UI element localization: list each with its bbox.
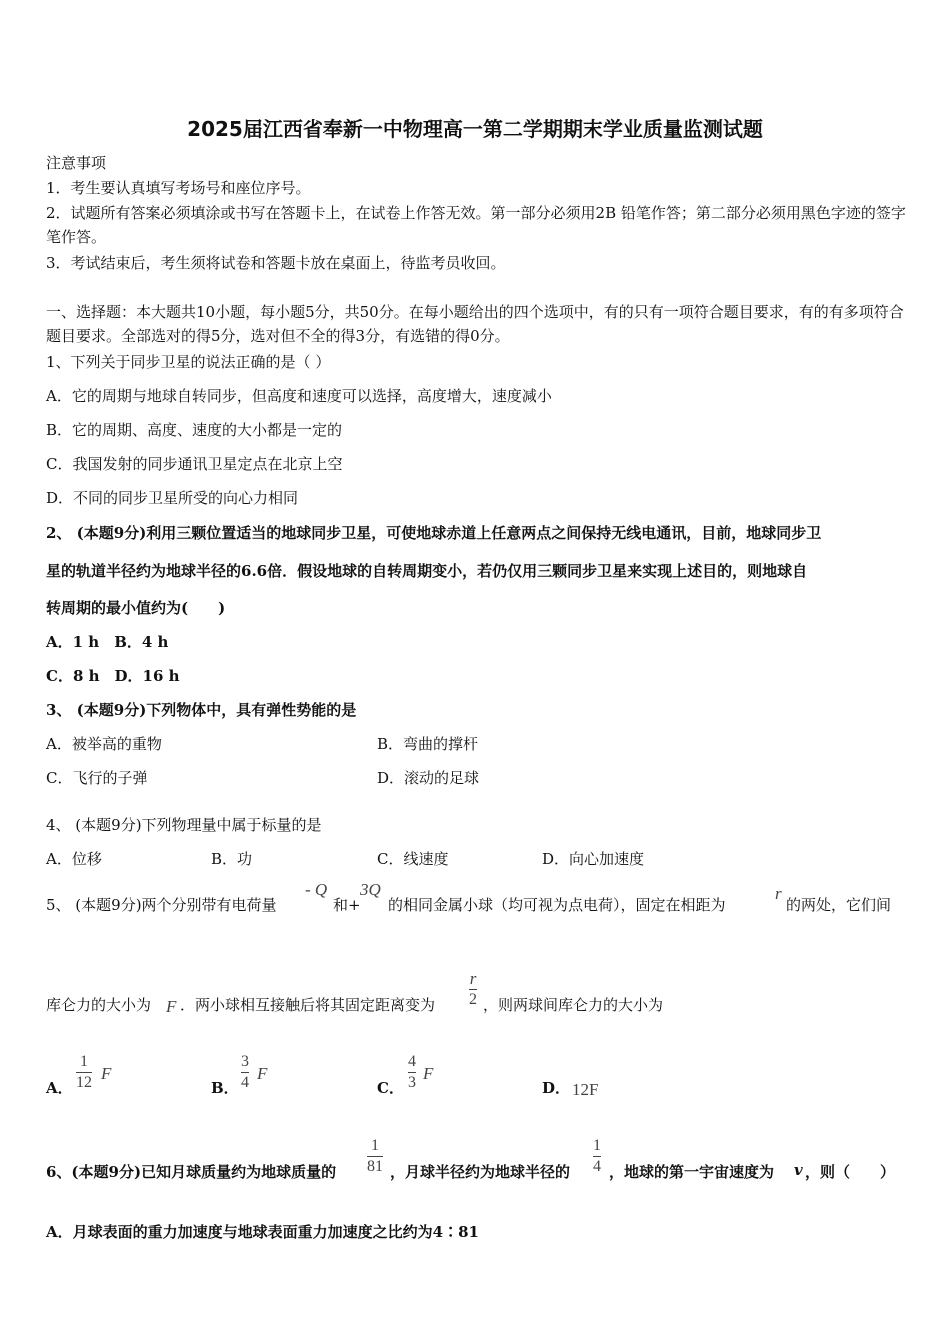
q5-frac-den: 2 <box>469 991 477 1008</box>
q6-option-a: A．月球表面的重力加速度与地球表面重力加速度之比约为4∶81 <box>46 1223 479 1241</box>
q5-stem-part3: 的相同金属小球（均可视为点电荷），固定在相距为 <box>388 896 726 914</box>
q3-option-c: C．飞行的子弹 <box>46 769 148 787</box>
page-title: 2025届江西省奉新一中物理高一第二学期期末学业质量监测试题 <box>187 117 763 141</box>
q6-fraction-1-81 <box>367 1137 383 1176</box>
q1-option-c: C．我国发射的同步通讯卫星定点在北京上空 <box>46 455 343 473</box>
q5-force-F: F <box>166 997 177 1016</box>
q4-stem: 4、 (本题9分)下列物理量中属于标量的是 <box>46 816 322 834</box>
q2-options-ab: A．1 h B．4 h <box>46 633 169 651</box>
notice-item-1: 1．考生要认真填写考场号和座位序号。 <box>46 179 311 197</box>
q2-stem-line1: 2、 (本题9分)利用三颗位置适当的地球同步卫星，可使地球赤道上任意两点之间保持无线电通讯，目前，地球同步卫 <box>46 524 822 542</box>
q6-stem-part1: 6、(本题9分)已知月球质量约为地球质量的 <box>46 1163 337 1181</box>
q5-c-num: 4 <box>408 1053 416 1070</box>
q5-option-a-F: F <box>101 1064 112 1083</box>
q1-option-d: D．不同的同步卫星所受的向心力相同 <box>46 489 299 507</box>
fraction-bar <box>76 1072 92 1073</box>
section-heading: 一、选择题：本大题共10小题，每小题5分，共50分。在每小题给出的四个选项中，有的只有一项符合题目要求，有的有多项符合题目要求。全部选对的得5分，选对但不全的得3分，有选错的得0分。 <box>46 303 904 345</box>
q5-stem-part1: 5、 (本题9分)两个分别带有电荷量 <box>46 896 277 914</box>
q2-options-cd: C．8 h D．16 h <box>46 667 180 685</box>
q5-charge-neg: - Q <box>305 880 328 899</box>
q5-option-b-F: F <box>257 1064 268 1083</box>
fraction-bar <box>469 989 477 990</box>
q5-a-num: 1 <box>80 1053 88 1070</box>
q4-option-d: D．向心加速度 <box>542 850 645 868</box>
q5-stem-part5: 库仑力的大小为 <box>46 996 152 1014</box>
fraction-bar <box>408 1072 416 1073</box>
q2-stem-line3: 转周期的最小值约为( ) <box>46 599 226 617</box>
q5-option-d-value: 12F <box>572 1080 599 1099</box>
q6-stem-part2: ，月球半径约为地球半径的 <box>390 1163 571 1181</box>
q5-c-den: 3 <box>408 1074 416 1091</box>
q5-stem-part2: 和+ <box>333 896 361 914</box>
q6-velocity-v: v <box>794 1161 803 1179</box>
q5-option-a-label: A． <box>46 1079 73 1097</box>
q4-option-b: B．功 <box>211 850 253 868</box>
q6-stem-part4: ，则（ ） <box>805 1163 896 1181</box>
q4-option-a: A．位移 <box>46 850 102 868</box>
q5-a-den: 12 <box>76 1074 92 1091</box>
q5-option-b-label: B． <box>211 1079 239 1097</box>
q5-option-c-F: F <box>423 1064 434 1083</box>
q6-f2-num: 1 <box>593 1137 601 1154</box>
q5-option-a-fraction <box>76 1053 92 1092</box>
q5-stem-part4: 的两处，它们间 <box>786 896 892 914</box>
q5-frac-num: r <box>469 969 477 988</box>
q5-b-num: 3 <box>241 1053 249 1070</box>
q6-fraction-1-4 <box>593 1137 601 1176</box>
q6-stem-part3: ，地球的第一宇宙速度为 <box>609 1163 775 1181</box>
notice-item-2: 2．试题所有答案必须填涂或书写在答题卡上，在试卷上作答无效。第一部分必须用2B 铅笔作答；第二部分必须用黑色字迹的签字笔作答。 <box>46 204 906 246</box>
q5-charge-pos: 3Q <box>360 880 381 899</box>
q6-f1-den: 81 <box>367 1158 383 1175</box>
fraction-bar <box>593 1156 601 1157</box>
fraction-bar <box>241 1072 249 1073</box>
q6-f2-den: 4 <box>593 1158 601 1175</box>
q5-option-b-fraction <box>241 1053 249 1092</box>
q3-stem-text: 3、 (本题9分)下列物体中，具有弹性势能的是 <box>46 701 357 719</box>
q3-stem <box>46 699 356 720</box>
fraction-bar <box>367 1156 383 1157</box>
q6-f1-num: 1 <box>371 1137 379 1154</box>
q5-stem-part7: ，则两球间库仑力的大小为 <box>483 996 664 1014</box>
notice-heading: 注意事项 <box>46 154 107 172</box>
q5-option-c-fraction <box>408 1053 416 1092</box>
q5-option-d-label: D． <box>542 1079 571 1097</box>
q3-option-d: D．滚动的足球 <box>377 769 480 787</box>
q1-option-a: A．它的周期与地球自转同步，但高度和速度可以选择，高度增大，速度减小 <box>46 387 552 405</box>
q5-distance-r: r <box>775 884 782 903</box>
notice-item-3: 3．考试结束后，考生须将试卷和答题卡放在桌面上，待监考员收回。 <box>46 254 506 272</box>
q3-option-b: B．弯曲的撑杆 <box>377 735 479 753</box>
q3-option-a: A．被举高的重物 <box>46 735 162 753</box>
q4-option-c: C．线速度 <box>377 850 449 868</box>
q1-option-b: B．它的周期、高度、速度的大小都是一定的 <box>46 421 343 439</box>
q5-fraction-r-over-2 <box>469 970 477 1009</box>
q2-stem-line2: 星的轨道半径约为地球半径的6.6倍．假设地球的自转周期变小，若仍仅用三颗同步卫星来实现上述目的，则地球自 <box>46 562 808 580</box>
q5-b-den: 4 <box>241 1074 249 1091</box>
q5-option-c-label: C． <box>377 1079 404 1097</box>
q1-stem: 1、下列关于同步卫星的说法正确的是（ ） <box>46 353 331 371</box>
q5-stem-part6: ．两小球相互接触后将其固定距离变为 <box>180 996 436 1014</box>
